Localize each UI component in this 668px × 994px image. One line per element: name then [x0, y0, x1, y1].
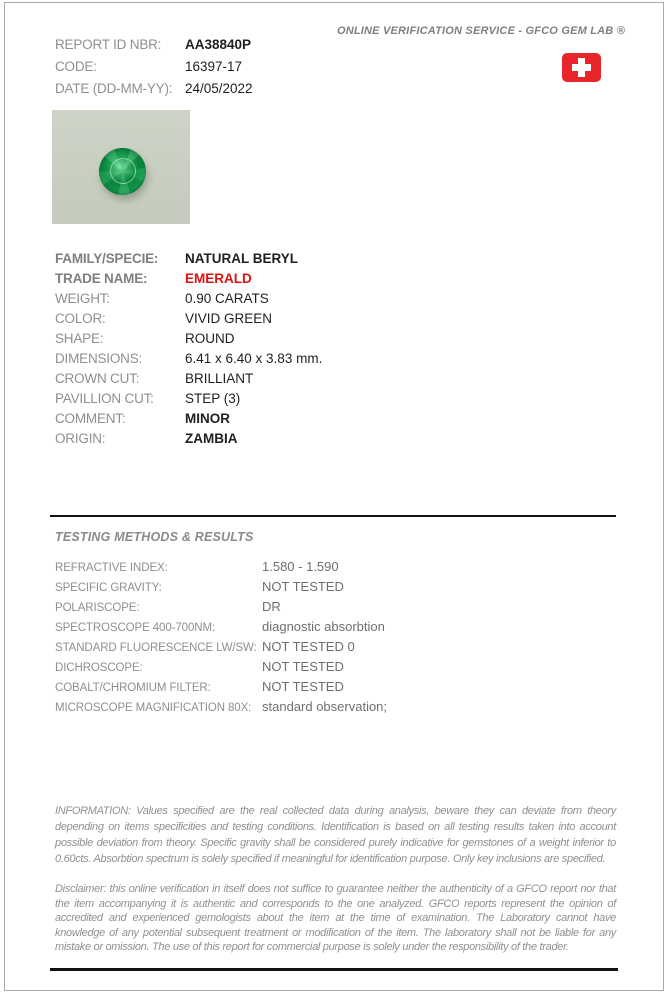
- swiss-cross-horizontal: [572, 64, 591, 71]
- comment-label: COMMENT:: [55, 411, 126, 426]
- refractive-index-value: 1.580 - 1.590: [262, 559, 339, 574]
- testing-row: [55, 679, 387, 699]
- trade-name-label: TRADE NAME:: [55, 271, 148, 286]
- color-value: VIVID GREEN: [185, 311, 273, 326]
- gem-photo: [52, 110, 190, 224]
- testing-results: [55, 559, 387, 719]
- polariscope-value: DR: [262, 599, 281, 614]
- weight-value: 0.90 CARATS: [185, 291, 269, 306]
- disclaimer-paragraph: Disclaimer: this online verification in itself does not suffice to guarantee neither the authenticity of a GFCO report nor that the item accompanying it is authentic and corresponds to the one analyzed. GFCO reports represent the opinion of accredited and experienced gemologists about the item at the time of examination. The Laboratory cannot have knowledge of any potential subsequent treatment or modification of the item. The laboratory shall not be liable for any mistake or omission. The use of this report for commercial purpose is solely under the responsibility of the trader.: [55, 883, 616, 953]
- information-paragraph: INFORMATION: Values specified are the real collected data during analysis, beware they can deviate from theory depending on items specificities and testing conditions. Identification is based on all testing results taken into account possible deviation from theory. Specific gravity shall be considered purely indicative for gemstones of a weight inferior to 0.60cts. Absorbtion spectrum is solely specified if meaningful for identification purpose. Only key inclusions are specified.: [55, 805, 616, 865]
- code-label: CODE:: [55, 59, 97, 74]
- origin-value: ZAMBIA: [185, 431, 238, 446]
- comment-value: MINOR: [185, 411, 230, 426]
- dimensions-label: DIMENSIONS:: [55, 351, 143, 366]
- crown-cut-value: BRILLIANT: [185, 371, 254, 386]
- pavillion-cut-label: PAVILLION CUT:: [55, 391, 154, 406]
- shape-label: SHAPE:: [55, 331, 104, 346]
- testing-row: [55, 659, 387, 679]
- refractive-index-label: REFRACTIVE INDEX:: [55, 562, 168, 574]
- service-title: ONLINE VERIFICATION SERVICE - GFCO GEM LAB ®: [336, 25, 625, 37]
- emerald-gem-image: [99, 148, 146, 195]
- polariscope-label: POLARISCOPE:: [55, 602, 140, 614]
- family-value: NATURAL BERYL: [185, 251, 298, 266]
- cobalt-filter-label: COBALT/CHROMIUM FILTER:: [55, 682, 211, 694]
- origin-label: ORIGIN:: [55, 431, 106, 446]
- testing-row: [55, 639, 387, 659]
- attribute-row: [55, 431, 322, 451]
- testing-row: [55, 619, 387, 639]
- shape-value: ROUND: [185, 331, 235, 346]
- section-divider: [50, 515, 616, 517]
- swiss-flag-icon: [562, 53, 601, 82]
- fluorescence-label: STANDARD FLUORESCENCE LW/SW:: [55, 642, 257, 654]
- code-row: [55, 59, 253, 81]
- dimensions-value: 6.41 x 6.40 x 3.83 mm.: [185, 351, 323, 366]
- crown-cut-label: CROWN CUT:: [55, 371, 140, 386]
- attribute-row: [55, 371, 322, 391]
- code-value: 16397-17: [185, 59, 243, 74]
- weight-label: WEIGHT:: [55, 291, 110, 306]
- spectroscope-label: SPECTROSCOPE 400-700NM:: [55, 622, 216, 634]
- microscope-value: standard observation;: [262, 699, 388, 714]
- specific-gravity-label: SPECIFIC GRAVITY:: [55, 582, 162, 594]
- attribute-row: [55, 351, 322, 371]
- fluorescence-value: NOT TESTED 0: [262, 639, 355, 654]
- microscope-label: MICROSCOPE MAGNIFICATION 80X:: [55, 702, 252, 714]
- attribute-row: [55, 391, 322, 411]
- trade-name-value: EMERALD: [185, 271, 252, 286]
- attribute-row: [55, 291, 322, 311]
- gem-attributes: [55, 251, 322, 451]
- color-label: COLOR:: [55, 311, 106, 326]
- report-id-label: REPORT ID NBR:: [55, 37, 162, 52]
- date-value: 24/05/2022: [185, 81, 253, 96]
- attribute-row: [55, 311, 322, 331]
- attribute-row: [55, 271, 322, 291]
- testing-row: [55, 559, 387, 579]
- report-id-row: [55, 37, 253, 59]
- family-label: FAMILY/SPECIE:: [55, 251, 159, 266]
- report-id-fields: [55, 37, 253, 103]
- dichroscope-label: DICHROSCOPE:: [55, 662, 143, 674]
- attribute-row: [55, 411, 322, 431]
- testing-section-heading: TESTING METHODS & RESULTS: [55, 530, 254, 544]
- attribute-row: [55, 331, 322, 351]
- cobalt-filter-value: NOT TESTED: [262, 679, 344, 694]
- spectroscope-value: diagnostic absorbtion: [262, 619, 385, 634]
- specific-gravity-value: NOT TESTED: [262, 579, 344, 594]
- pavillion-cut-value: STEP (3): [185, 391, 241, 406]
- dichroscope-value: NOT TESTED: [262, 659, 344, 674]
- testing-row: [55, 579, 387, 599]
- bottom-divider: [50, 968, 618, 971]
- date-label: DATE (DD-MM-YY):: [55, 81, 173, 96]
- testing-row: [55, 699, 387, 719]
- report-id-value: AA38840P: [185, 37, 252, 52]
- testing-row: [55, 599, 387, 619]
- attribute-row: [55, 251, 322, 271]
- date-row: [55, 81, 253, 103]
